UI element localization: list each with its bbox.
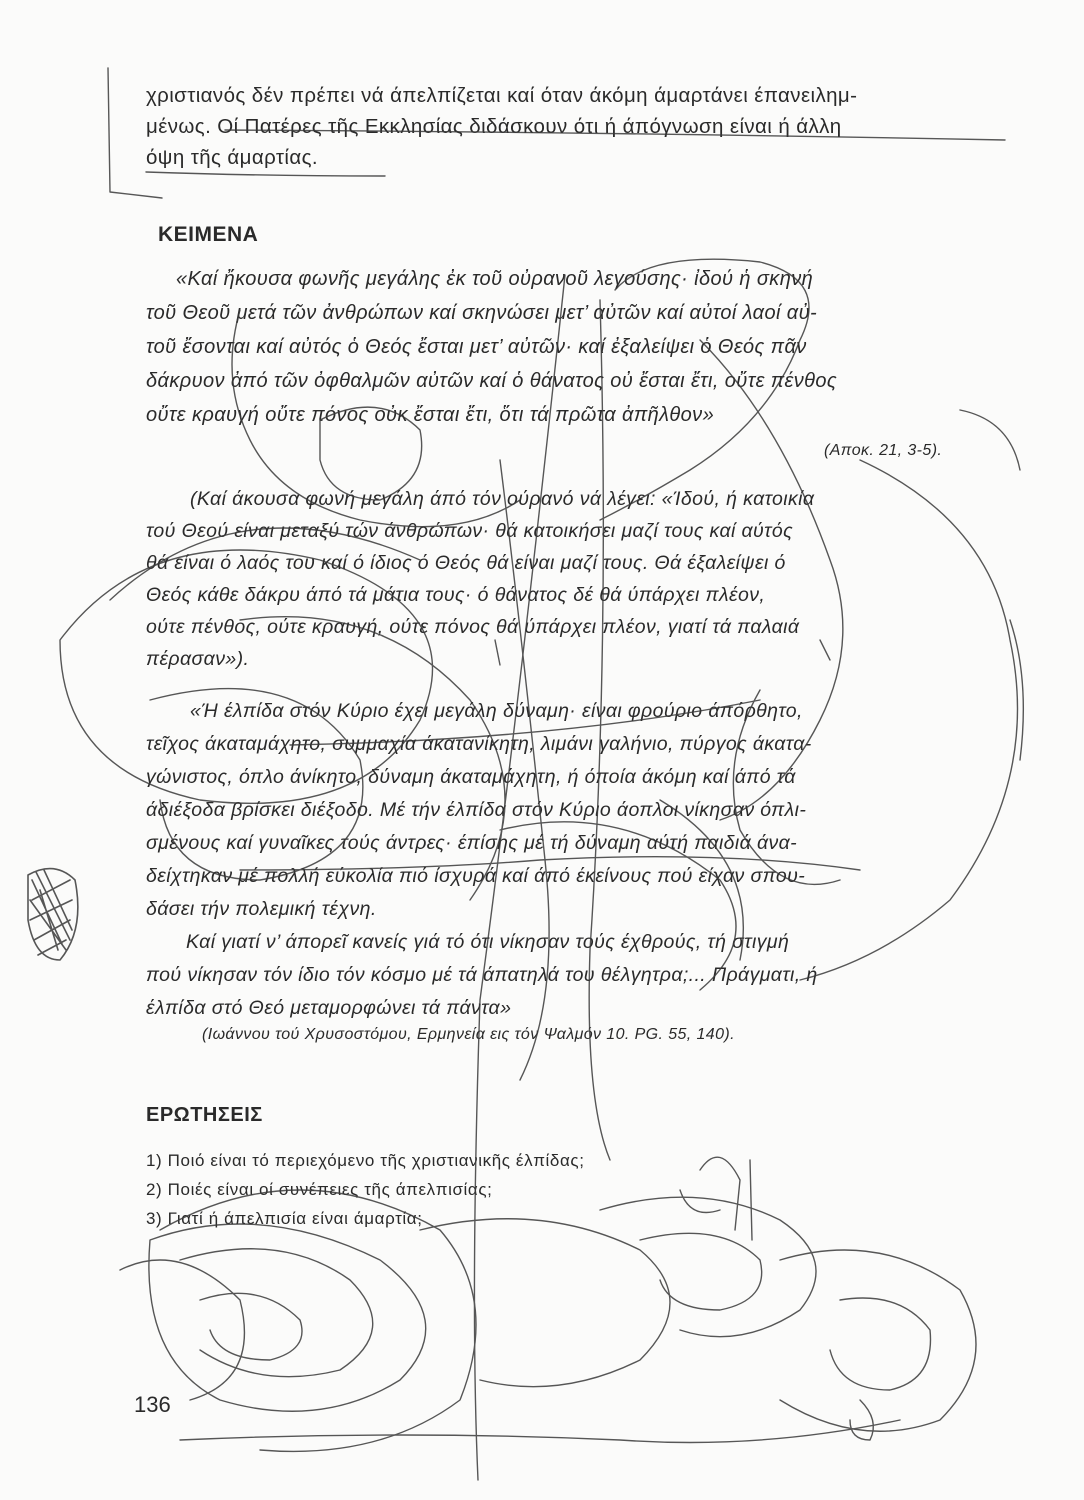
quote3-line-5: σμένους καί γυναῖκες τούς άντρες· έπίσης μέ τή δύναμη αύτή παιδιά άνα- [146, 832, 798, 854]
quote3-line-9: πού νίκησαν τόν ίδιο τόν κόσμο μέ τά άπατηλά του θέλγητρα;... Πράγματι, ή [146, 964, 818, 986]
quote3-line-3: γώνιστος, όπλο άνίκητο, δύναμη άκαταμάχητη, ή όποία άκόμη καί άπό τά [146, 766, 796, 788]
quote1-line-5: οὔτε κραυγή οὔτε πόνος οὐκ ἔσται ἔτι, ὅτι τά πρῶτα ἀπῆλθον» [146, 404, 715, 426]
question-2: 2) Ποιές είναι οί συνέπειες τῆς άπελπισίας; [146, 1180, 493, 1199]
question-1: 1) Ποιό είναι τό περιεχόμενο τῆς χριστιανικῆς έλπίδας; [146, 1151, 585, 1170]
quote2-line-2: τού Θεού είναι μεταξύ τών άνθρώπων· θά κατοικήσει μαζί τους καί αύτός [146, 520, 793, 542]
question-3: 3) Γιατί ή άπελπισία είναι άμαρτία; [146, 1209, 423, 1228]
quote3-line-10: έλπίδα στό Θεό μεταμορφώνει τά πάντα» [146, 997, 512, 1019]
quote3-line-2: τεῖχος άκαταμάχητο, συμμαχία άκατανίκητη, λιμάνι γαλήνιο, πύργος άκατα- [146, 733, 812, 755]
quote2-line-5: ούτε πένθος, ούτε κραυγή, ούτε πόνος θά ύπάρχει πλέον, γιατί τά παλαιά [146, 616, 800, 638]
intro-line-1: χριστιανός δέν πρέπει νά άπελπίζεται καί όταν άκόμη άμαρτάνει έπανειλημ- [146, 84, 858, 107]
quote3-line-1: «Ή έλπίδα στόν Κύριο έχει μεγάλη δύναμη· είναι φρούριο άπόρθητο, [190, 700, 803, 722]
quote2-line-1: (Καί άκουσα φωνή μεγάλη άπό τόν ούρανό νά λέγει: «Ίδού, ή κατοικία [190, 488, 815, 510]
page-number: 136 [134, 1392, 171, 1417]
intro-line-3: όψη τῆς άμαρτίας. [146, 146, 318, 169]
quote1-line-4: δάκρυον ἀπό τῶν ὀφθαλμῶν αὐτῶν καί ὁ θάνατος οὐ ἔσται ἔτι, οὔτε πένθος [146, 370, 838, 392]
quote1-line-1: «Καί ἤκουσα φωνῆς μεγάλης ἐκ τοῦ οὐρανοῦ λεγούσης· ἰδού ἡ σκηνή [176, 268, 814, 290]
intro-line-2: μένως. Οί Πατέρες τῆς Εκκλησίας διδάσκουν ότι ή άπόγνωση είναι ή άλλη [146, 115, 842, 138]
quote3-citation: (Ιωάννου τού Χρυσοστόμου, Ερμηνεία εις τόν Ψαλμόν 10. PG. 55, 140). [202, 1026, 735, 1043]
questions-heading: ΕΡΩΤΗΣΕΙΣ [146, 1104, 263, 1126]
quote2-line-4: Θεός κάθε δάκρυ άπό τά μάτια τους· ό θάνατος δέ θά ύπάρχει πλέον, [146, 584, 766, 606]
quote2-line-6: πέρασαν»). [146, 648, 250, 670]
quote2-line-3: θά είναι ό λαός του καί ό ίδιος ό Θεός θά είναι μαζί τους. Θά έξαλείψει ό [146, 552, 786, 574]
texts-heading: ΚΕΙΜΕΝΑ [158, 223, 259, 246]
quote1-line-2: τοῦ Θεοῦ μετά τῶν ἀνθρώπων καί σκηνώσει μετ’ αὐτῶν καί αὐτοί λαοί αὐ- [146, 302, 818, 324]
quote3-line-7: δάσει τήν πολεμική τέχνη. [146, 898, 377, 920]
quote3-line-8: Καί γιατί ν’ άπορεῖ κανείς γιά τό ότι νίκησαν τούς έχθρούς, τή στιγμή [186, 931, 790, 953]
quote1-citation: (Αποκ. 21, 3-5). [824, 442, 943, 459]
quote1-line-3: τοῦ ἔσονται καί αὐτός ὁ Θεός ἔσται μετ’ αὐτῶν· καί ἐξαλείψει ὁ Θεός πᾶν [146, 336, 807, 358]
quote3-line-6: δείχτηκαν μέ πολλή εύκολία πιό ίσχυρά καί άπό έκείνους πού είχαν σπου- [146, 865, 806, 887]
quote3-line-4: άδιέξοδα βρίσκει διέξοδο. Μέ τήν έλπίδα στόν Κύριο άοπλοι νίκησαν όπλι- [146, 799, 807, 821]
